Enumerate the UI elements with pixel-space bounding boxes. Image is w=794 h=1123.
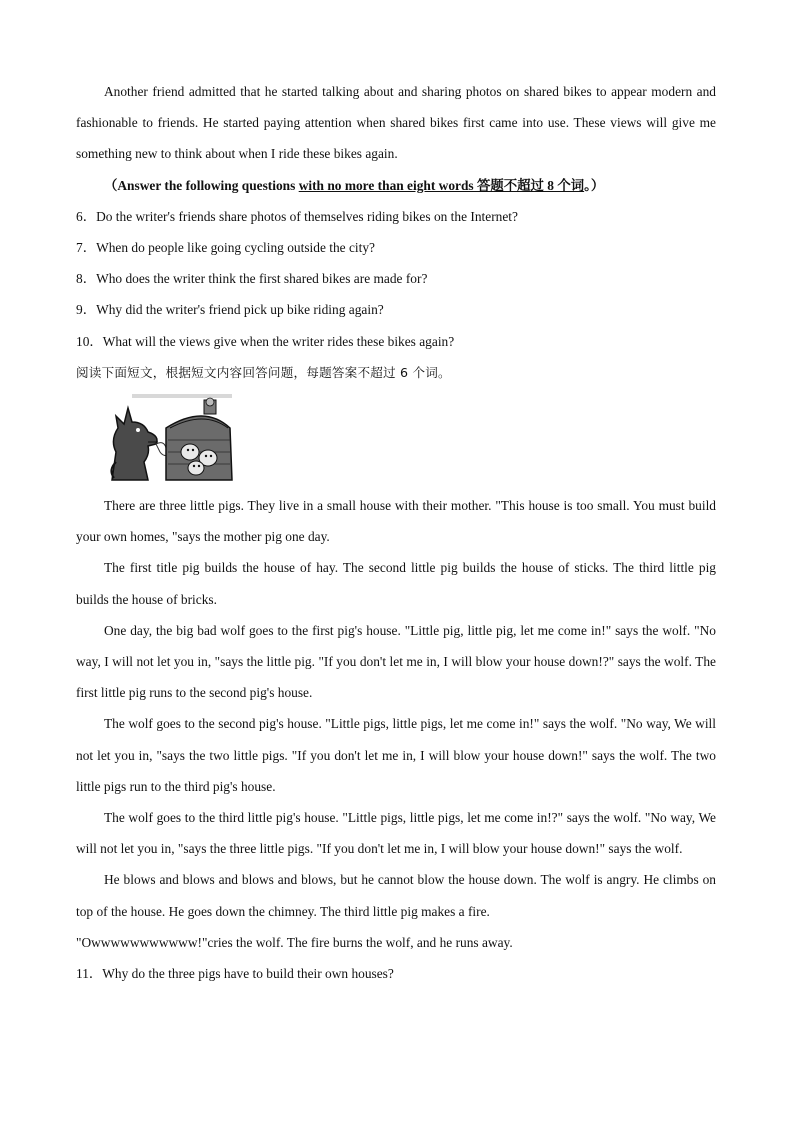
passage1-paragraph: Another friend admitted that he started talking about and sharing photos on shared bikes to appear modern and fashionable to friends. He started paying attention when shared bikes first came into use. These views will give me something new to think about when I ride these bikes again. [76, 84, 716, 162]
question-11: 11．Why do the three pigs have to build their own houses? [76, 966, 394, 982]
document-page [76, 76, 716, 989]
wolf-icon [111, 408, 158, 480]
wolf-and-pigs-illustration [104, 392, 716, 484]
question-8: 8．Who does the writer think the first shared bikes are made for? [76, 271, 428, 287]
passage2-paragraph-3: One day, the big bad wolf goes to the first pig's house. "Little pig, little pig, let me come in!" says the wolf. "No way, I will not let you in, "says the little pig. "If you don't let me in, I will blow your house down!?" says the wolf. The first little pig runs to the second pig's house. [76, 622, 716, 701]
section2-instruction: 阅读下面短文，根据短文内容回答问题，每题答案不超过 6 个词。 [76, 364, 451, 380]
instruction-open: （Answer the following questions [104, 177, 299, 193]
passage2-paragraph-2: The first title pig builds the house of hay. The second little pig builds the house of sticks. The third little pig builds the house of bricks. [76, 560, 716, 607]
passage2-paragraph-7: "Owwwwwwwwwww!"cries the wolf. The fire burns the wolf, and he runs away. [76, 934, 513, 950]
instruction-close: 。） [584, 177, 605, 193]
instruction-underlined: with no more than eight words 答题不超过 8 个词 [298, 177, 585, 193]
question-7: 7．When do people like going cycling outside the city? [76, 240, 375, 256]
passage2-paragraph-4: The wolf goes to the second pig's house. "Little pigs, little pigs, let me come in!" says the wolf. "No way, We will not let you in, "says the two little pigs. "If you don't let me in, I will blow your house down!" says the wolf. The two little pigs run to the third pig's house. [76, 716, 716, 794]
question-10: 10．What will the views give when the writer rides these bikes again? [76, 333, 455, 349]
question-6: 6．Do the writer's friends share photos of themselves riding bikes on the Internet? [76, 208, 518, 224]
passage2-paragraph-6: He blows and blows and blows and blows, but he cannot blow the house down. The wolf is angry. He climbs on top of the house. He goes down the chimney. The third little pig makes a fire. [76, 872, 716, 919]
passage2-paragraph-5: The wolf goes to the third little pig's house. "Little pigs, little pigs, let me come in!?" says the wolf. "No way, We will not let you in, "says the three little pigs. "If you don't let me in, I will blow your house down!" says the wolf. [76, 810, 716, 857]
answer-instruction [76, 170, 716, 201]
question-9: 9．Why did the writer's friend pick up bike riding again? [76, 302, 384, 318]
passage2-paragraph-1: There are three little pigs. They live in a small house with their mother. "This house is too small. You must build your own homes, "says the mother pig one day. [76, 498, 716, 545]
